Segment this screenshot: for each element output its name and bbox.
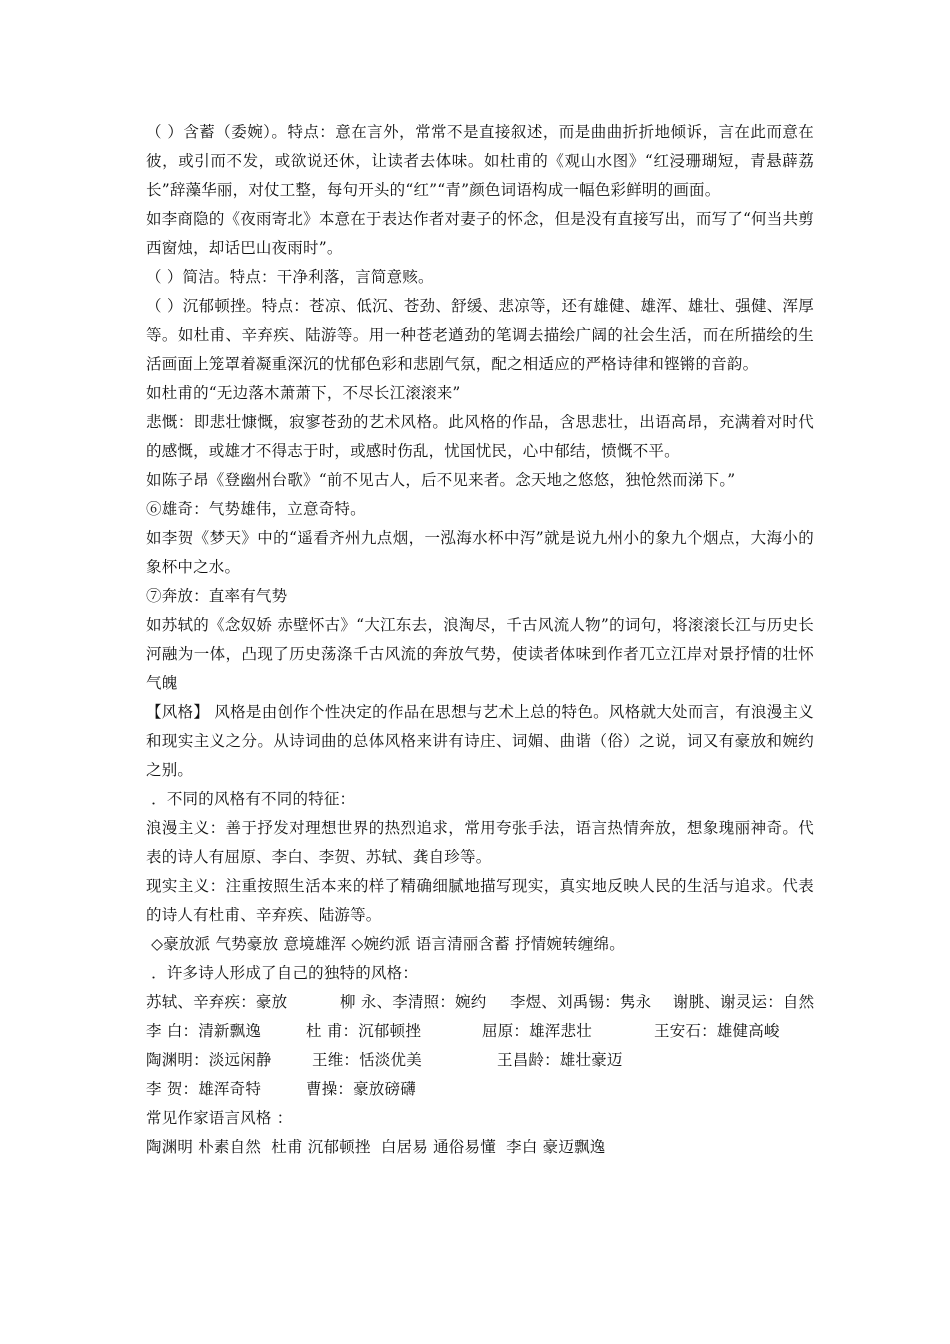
paragraph-li-he: 如李贺《梦天》中的“遥看齐州九点烟，一泓海水杯中泻”就是说九州小的象九个烟点，大海小的象杯中之水。 bbox=[146, 529, 814, 576]
language-style-list: 陶渊明 朴素自然 杜甫 沉郁顿挫 白居易 通俗易懂 李白 豪迈飘逸 bbox=[146, 1138, 606, 1156]
paragraph-xiongqi: ⑥雄奇：气势雄伟，立意奇特。 bbox=[146, 500, 366, 518]
paragraph-different-styles: ．不同的风格有不同的特征： bbox=[146, 790, 356, 808]
poet-style-cell: 李 贺：雄浑奇特 bbox=[146, 1080, 262, 1098]
poet-style-cell: 柳 永、李清照：婉约 bbox=[340, 993, 487, 1011]
poet-style-cell: 苏轼、辛弃疾：豪放 bbox=[146, 993, 288, 1011]
poet-style-cell bbox=[657, 1046, 667, 1075]
paragraph-realism: 现实主义：注重按照生活本来的样了精确细腻地描写现实，真实地反映人民的生活与追求。代表的诗人有杜甫、辛弃疾、陆游等。 bbox=[146, 877, 814, 924]
poet-style-row bbox=[146, 1046, 814, 1075]
poet-style-row bbox=[146, 988, 814, 1017]
paragraph-fengge: 【风格】 风格是由创作个性决定的作品在思想与艺术上总的特色。风格就大处而言，有浪漫主义和现实主义之分。从诗词曲的总体风格来讲有诗庄、词媚、曲谐（俗）之说，词又有豪放和婉约之别。 bbox=[146, 703, 814, 779]
paragraph-li-shangyin: 如李商隐的《夜雨寄北》本意在于表达作者对妻子的怀念，但是没有直接写出，而写了“何当共剪西窗烛，却话巴山夜雨时”。 bbox=[146, 210, 814, 257]
paragraph-romanticism: 浪漫主义：善于抒发对理想世界的热烈追求，常用夸张手法，语言热情奔放，想象瑰丽神奇。代表的诗人有屈原、李白、李贺、苏轼、龚自珍等。 bbox=[146, 819, 814, 866]
poet-style-cell: 李 白：清新飘逸 bbox=[146, 1022, 262, 1040]
paragraph-haofang-wanyue: ◇豪放派 气势豪放 意境雄浑 ◇婉约派 语言清丽含蓄 抒情婉转缠绵。 bbox=[146, 935, 625, 953]
poet-style-cell: 杜 甫：沉郁顿挫 bbox=[306, 1022, 422, 1040]
paragraph-hanxu: （ ）含蓄（委婉）。特点：意在言外，常常不是直接叙述，而是曲曲折折地倾诉，言在此而意在彼，或引而不发，或欲说还休，让读者去体味。如杜甫的《观山水图》“红浸珊瑚短，青悬薜荔长”辞藻华丽，对仗工整，每句开头的“红”“青”颜色词语构成一幅色彩鲜明的画面。 bbox=[146, 123, 814, 199]
paragraph-benfang: ⑦奔放：直率有气势 bbox=[146, 587, 288, 605]
poet-style-cell: 陶渊明：淡远闲静 bbox=[146, 1051, 272, 1069]
document-body bbox=[146, 118, 814, 1162]
paragraph-chen-ziang: 如陈子昂《登幽州台歌》“前不见古人，后不见来者。念天地之悠悠，独怆然而涕下。” bbox=[146, 471, 736, 489]
paragraph-poets-own-style: ．许多诗人形成了自己的独特的风格： bbox=[146, 964, 419, 982]
language-style-heading: 常见作家语言风格 ： bbox=[146, 1109, 293, 1127]
poet-style-cell: 王安石：雄健高峻 bbox=[654, 1022, 780, 1040]
poet-style-row bbox=[146, 1075, 814, 1104]
poet-style-cell: 王维：恬淡优美 bbox=[312, 1051, 422, 1069]
poet-style-cell: 李煜、刘禹锡：隽永 bbox=[510, 993, 652, 1011]
paragraph-su-shi: 如苏轼的《念奴娇 赤壁怀古》“大江东去，浪淘尽，千古风流人物”的词句，将滚滚长江与历史长河融为一体，凸现了历史荡涤千古风流的奔放气势，使读者体味到作者兀立江岸对景抒情的壮怀气魄 bbox=[146, 616, 814, 692]
poet-style-cell bbox=[482, 1075, 492, 1104]
poet-style-cell bbox=[492, 1075, 502, 1104]
paragraph-beikai: 悲慨：即悲壮慷慨，寂寥苍劲的艺术风格。此风格的作品，含思悲壮，出语高昂，充满着对时代的感慨，或雄才不得志于时，或感时伤乱，忧国忧民，心中郁结，愤慨不平。 bbox=[146, 413, 814, 460]
poet-style-row bbox=[146, 1017, 814, 1046]
paragraph-chenyu-dunchuo: （ ）沉郁顿挫。特点：苍凉、低沉、苍劲、舒缓、悲凉等，还有雄健、雄浑、雄壮、强健、浑厚等。如杜甫、辛弃疾、陆游等。用一种苍老遒劲的笔调去描绘广阔的社会生活，而在所描绘的生活画面上笼罩着凝重深沉的忧郁色彩和悲剧气氛，配之相适应的严格诗律和铿锵的音韵。 bbox=[146, 297, 814, 373]
poet-style-cell: 屈原：雄浑悲壮 bbox=[482, 1022, 592, 1040]
poet-style-cell: 曹操：豪放磅礴 bbox=[306, 1080, 416, 1098]
paragraph-du-fu-example: 如杜甫的“无边落木萧萧下，不尽长江滚滚来” bbox=[146, 384, 461, 402]
paragraph-jianjie: （ ）简洁。特点：干净利落，言简意赅。 bbox=[146, 268, 434, 286]
poet-style-cell: 王昌龄：雄壮豪迈 bbox=[497, 1051, 623, 1069]
poet-style-cell: 谢朓、谢灵运：自然 bbox=[673, 993, 815, 1011]
